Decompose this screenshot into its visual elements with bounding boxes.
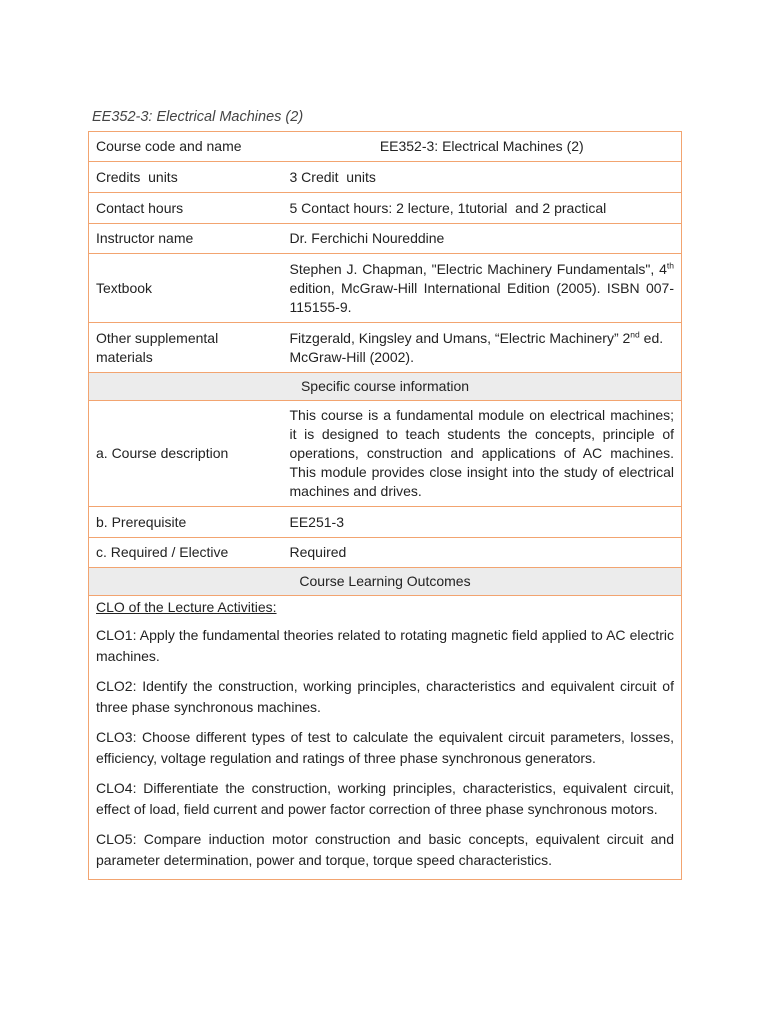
clo-item: CLO4: Differentiate the construction, working principles, characteristics, equivalent circuit, effect of load, field current and power factor correction of three phase synchronous motors. <box>96 780 674 817</box>
clo-heading: CLO of the Lecture Activities: <box>96 599 277 615</box>
clo-item: CLO5: Compare induction motor construction and basic concepts, equivalent circuit and parameter determination, power and torque, torque speed characteristics. <box>96 831 674 868</box>
textbook-value-part2: edition, McGraw-Hill International Edition (2005). ISBN 007-115155-9. <box>289 279 674 315</box>
course-specification-table <box>88 131 682 880</box>
instructor-row <box>89 224 682 254</box>
prerequisite-value: EE251-3 <box>283 507 682 538</box>
textbook-row <box>89 254 682 323</box>
credits-label: Credits units <box>89 162 283 193</box>
learning-outcomes-section-header <box>89 568 682 596</box>
required-elective-label: c. Required / Elective <box>89 538 283 568</box>
supplemental-row <box>89 323 682 373</box>
credits-value: 3 Credit units <box>283 162 682 193</box>
textbook-edition-suffix: th <box>666 259 674 270</box>
instructor-value: Dr. Ferchichi Noureddine <box>283 224 682 254</box>
supplemental-label: Other supplemental materials <box>89 323 283 373</box>
course-description-row <box>89 401 682 507</box>
instructor-label: Instructor name <box>89 224 283 254</box>
clo-row <box>89 596 682 880</box>
required-elective-value: Required <box>283 538 682 568</box>
course-code-label: Course code and name <box>89 132 283 162</box>
course-description-value: This course is a fundamental module on electrical machines; it is designed to teach students the concepts, principle of operations, construction and applications of AC machines. This module provides close insight into the study of electrical machines and drives. <box>283 401 682 507</box>
textbook-value-part1: Stephen J. Chapman, "Electric Machinery Fundamentals", 4 <box>289 260 667 277</box>
specific-info-heading: Specific course information <box>89 373 682 401</box>
textbook-label: Textbook <box>89 254 283 323</box>
supplemental-value <box>283 323 682 373</box>
clo-item: CLO1: Apply the fundamental theories related to rotating magnetic field applied to AC electric machines. <box>96 627 674 664</box>
contact-hours-label: Contact hours <box>89 193 283 224</box>
prerequisite-label: b. Prerequisite <box>89 507 283 538</box>
supplemental-value-part1: Fitzgerald, Kingsley and Umans, “Electric Machinery” 2 <box>289 329 631 346</box>
course-description-label: a. Course description <box>89 401 283 507</box>
required-elective-row <box>89 538 682 568</box>
document-title: EE352-3: Electrical Machines (2) <box>92 109 304 125</box>
supplemental-value-part2: ed. McGraw-Hill (2002). <box>289 329 664 365</box>
specific-info-section-header <box>89 373 682 401</box>
prerequisite-row <box>89 507 682 538</box>
clo-block <box>89 596 682 880</box>
contact-hours-row <box>89 193 682 224</box>
credits-row <box>89 162 682 193</box>
course-code-value: EE352-3: Electrical Machines (2) <box>283 132 682 162</box>
clo-item: CLO2: Identify the construction, working principles, characteristics and equivalent circuit of three phase synchronous machines. <box>96 678 674 715</box>
course-code-row <box>89 132 682 162</box>
learning-outcomes-heading: Course Learning Outcomes <box>89 568 682 596</box>
textbook-value <box>283 254 682 323</box>
supplemental-edition-suffix: nd <box>630 328 640 339</box>
clo-item: CLO3: Choose different types of test to calculate the equivalent circuit parameters, losses, efficiency, voltage regulation and ratings of three phase synchronous generators. <box>96 729 674 766</box>
contact-hours-value: 5 Contact hours: 2 lecture, 1tutorial and 2 practical <box>283 193 682 224</box>
